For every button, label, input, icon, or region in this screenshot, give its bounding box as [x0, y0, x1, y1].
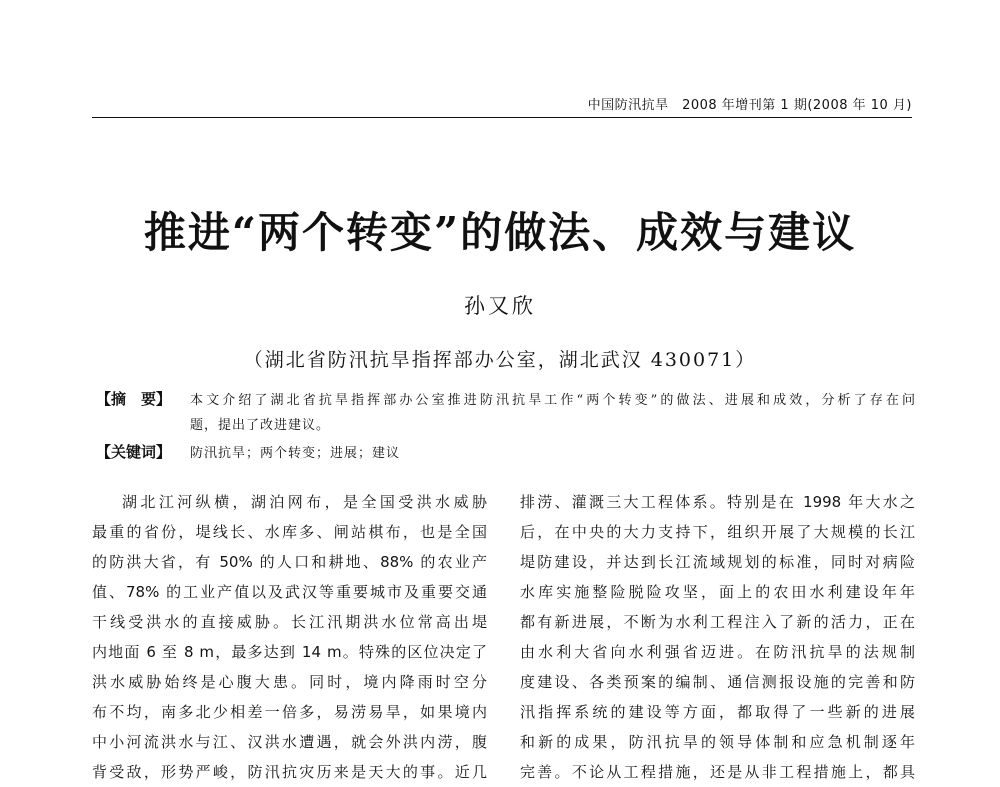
body-line: 背受敌，形势严峻，防汛抗灾历来是天大的事。近几 [92, 763, 487, 781]
abstract-line: 本文介绍了湖北省抗旱指挥部办公室推进防汛抗旱工作“两个转变”的做法、进展和成效，分析了存在问 [190, 393, 916, 408]
author-name: 孙又欣 [464, 294, 536, 318]
body-line: 的防洪大省，有 50% 的人口和耕地、88% 的农业产 [92, 553, 487, 571]
body-line: 湖北江河纵横，湖泊网布，是全国受洪水威胁 [122, 493, 487, 511]
abstract-text [174, 388, 916, 438]
body-column-right [520, 487, 915, 787]
body-line: 由水利大省向水利强省迈进。在防汛抗旱的法规制 [520, 643, 915, 661]
body-line: 排涝、灌溉三大工程体系。特别是在 1998 年大水之 [520, 493, 915, 511]
keywords-section [96, 441, 916, 466]
body-line: 值、78% 的工业产值以及武汉等重要城市及重要交通 [92, 583, 487, 601]
body-line: 堤防建设，并达到长江流域规划的标准，同时对病险 [520, 553, 915, 571]
article-title: 推进“两个转变”的做法、成效与建议 [143, 208, 857, 257]
author-affiliation: （湖北省防汛抗旱指挥部办公室，湖北武汉 430071） [243, 349, 757, 371]
body-line: 洪水威胁始终是心腹大患。同时，境内降雨时空分 [92, 673, 487, 691]
running-head: 中国防汛抗旱 2008 年增刊第 1 期(2008 年 10 月) [587, 98, 912, 113]
body-line: 布不均，南多北少相差一倍多，易涝易旱，如果境内 [92, 703, 487, 721]
body-line: 内地面 6 至 8 m，最多达到 14 m。特殊的区位决定了 [92, 643, 487, 661]
body-line: 汛指挥系统的建设等方面，都取得了一些新的进展 [520, 703, 915, 721]
header-rule [92, 117, 912, 118]
body-line: 水库实施整险脱险攻坚，面上的农田水利建设年年 [520, 583, 915, 601]
keywords-label: 【关键词】 [96, 443, 172, 461]
body-line: 完善。不论从工程措施，还是从非工程措施上，都具 [520, 763, 915, 781]
keywords-text: 防汛抗旱；两个转变；进展；建议 [190, 446, 401, 461]
body-line: 度建设、各类预案的编制、通信测报设施的完善和防 [520, 673, 915, 691]
abstract-label: 【摘 要】 [96, 390, 172, 408]
body-line: 中小河流洪水与江、汉洪水遭遇，就会外洪内涝，腹 [92, 733, 487, 751]
abstract-line: 题，提出了改进建议。 [190, 418, 331, 433]
body-line: 后，在中央的大力支持下，组织开展了大规模的长江 [520, 523, 915, 541]
body-line: 干线受洪水的直接威胁。长江汛期洪水位常高出堤 [92, 613, 487, 631]
body-line: 和新的成果，防汛抗旱的领导体制和应急机制逐年 [520, 733, 915, 751]
abstract-section [96, 388, 916, 438]
body-line: 都有新进展，不断为水利工程注入了新的活力，正在 [520, 613, 915, 631]
body-line: 最重的省份，堤线长、水库多、闸站棋布，也是全国 [92, 523, 487, 541]
body-column-left [92, 487, 487, 787]
